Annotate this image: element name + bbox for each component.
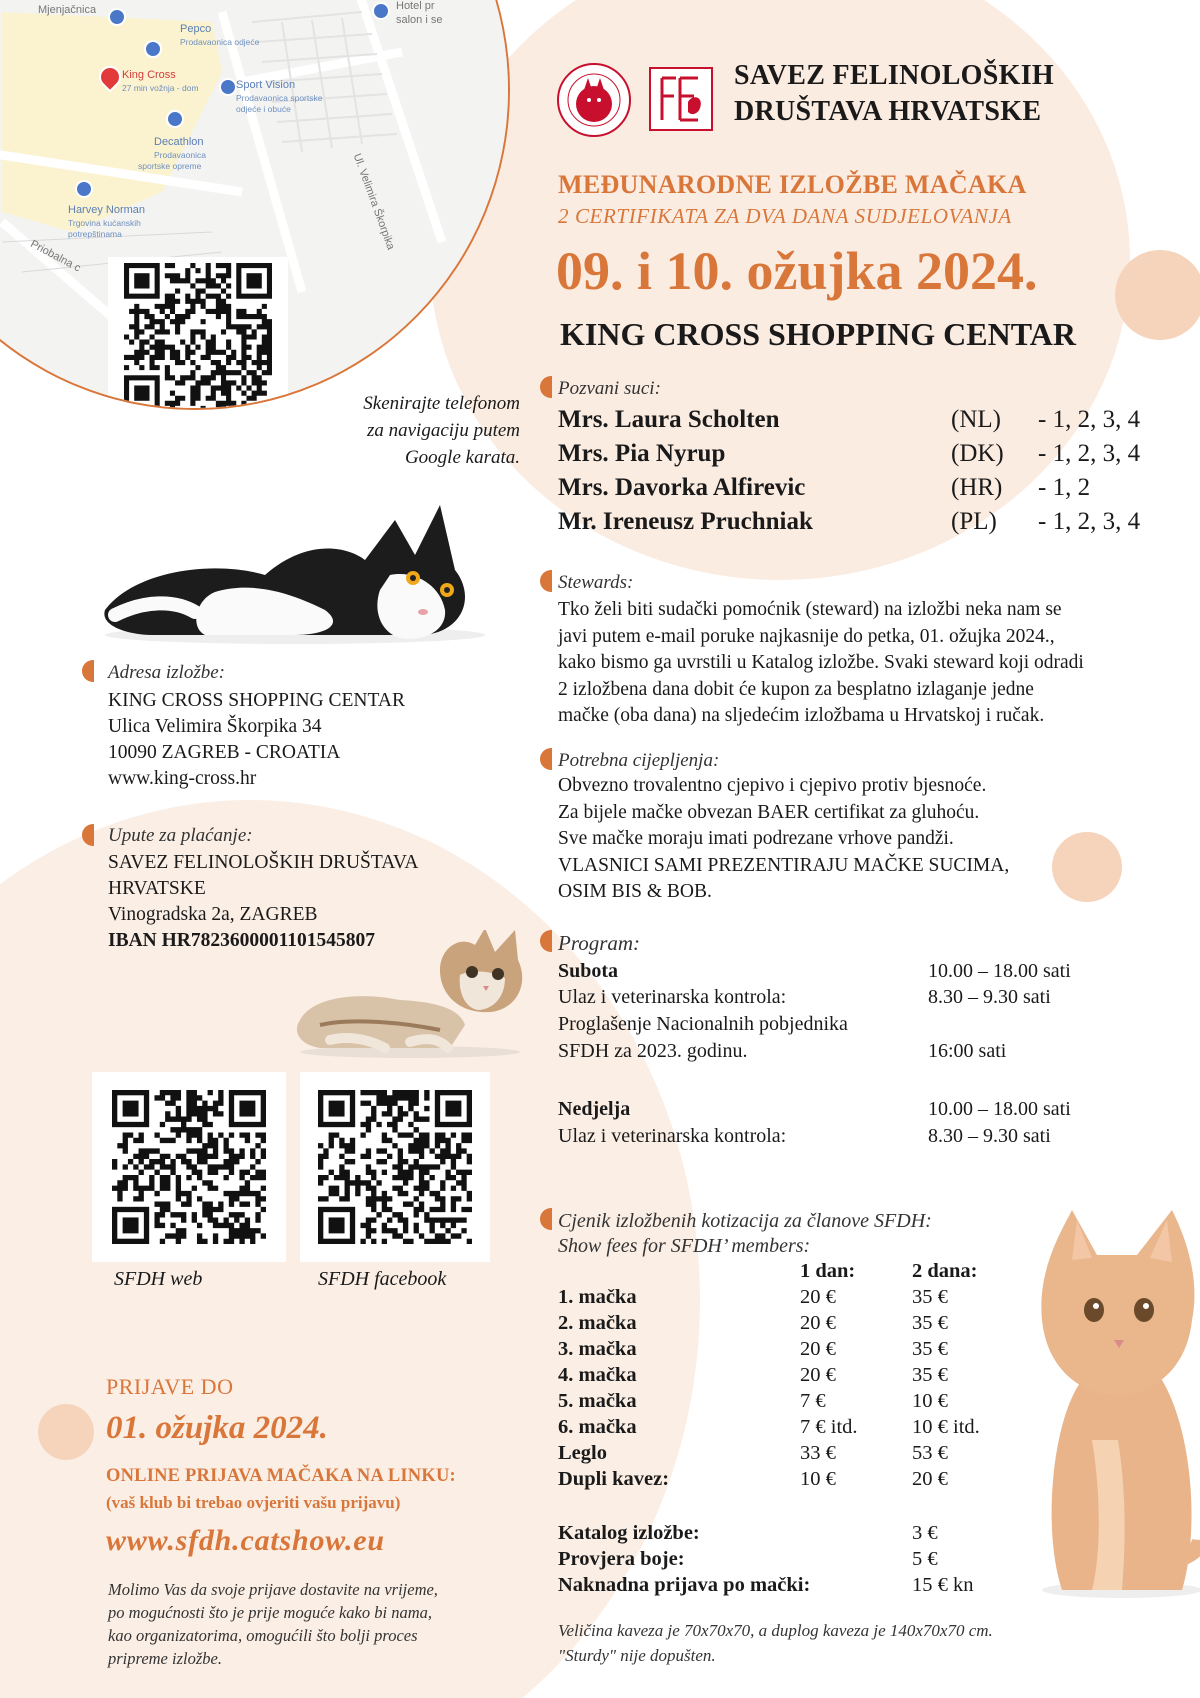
vaccinations-text <box>558 773 1009 906</box>
judge-name: Mrs. Davorka Alfirevic <box>558 474 806 501</box>
payment-heading: Upute za plaćanje: <box>108 825 253 846</box>
event-title: MEĐUNARODNE IZLOŽBE MAČAKA <box>558 170 1027 199</box>
shop-pin-icon <box>219 78 237 96</box>
iban: IBAN HR7823600001101545807 <box>108 930 376 951</box>
judge-name: Mrs. Laura Scholten <box>558 406 780 433</box>
scan-note-line: Skenirajte telefonom <box>363 393 520 414</box>
fee-item: Leglo <box>558 1442 607 1464</box>
qr-code-icon <box>112 1090 266 1244</box>
org-line-2: DRUŠTAVA HRVATSKE <box>734 96 1042 127</box>
judge-name: Mr. Ireneusz Pruchniak <box>558 508 813 535</box>
decorative-dot <box>38 1404 94 1460</box>
fee-one-day: 20 € <box>800 1286 836 1308</box>
online-registration-label: ONLINE PRIJAVA MAČAKA NA LINKU: <box>106 1466 456 1486</box>
extra-fee-price: 3 € <box>912 1522 938 1544</box>
judge-country: (DK) <box>951 440 1004 467</box>
address-text <box>108 688 405 792</box>
registration-deadline-label: PRIJAVE DO <box>106 1374 234 1399</box>
event-date: 09. i 10. ožujka 2024. <box>556 241 1038 301</box>
event-venue: KING CROSS SHOPPING CENTAR <box>560 316 1076 352</box>
judge-days: - 1, 2 <box>1038 474 1091 501</box>
text-line: OSIM BIS & BOB. <box>558 881 712 902</box>
program-heading: Program: <box>558 931 641 955</box>
section-marker <box>540 748 552 770</box>
fee-one-day: 10 € <box>800 1468 836 1490</box>
tabby-kitten-image <box>290 930 540 1060</box>
stewards-text <box>558 597 1084 730</box>
fee-two-days: 10 € <box>912 1390 948 1412</box>
vaccinations-heading: Potrebna cijepljenja: <box>558 750 720 771</box>
text-line: Molimo Vas da svoje prijave dostavite na vrijeme, <box>108 1580 438 1599</box>
judge-country: (NL) <box>951 406 1001 433</box>
org-line-1: SAVEZ FELINOLOŠKIH <box>734 60 1054 91</box>
fee-one-day: 20 € <box>800 1338 836 1360</box>
shop-pin-icon <box>144 40 162 58</box>
text-line: Sve mačke moraju imati podrezane vrhove pandži. <box>558 828 954 849</box>
fee-col-header: 1 dan: <box>800 1260 856 1282</box>
decorative-dot <box>1115 250 1200 340</box>
program-label: Nedjelja <box>558 1098 631 1120</box>
section-marker <box>540 570 552 592</box>
registration-deadline-date: 01. ožujka 2024. <box>106 1410 328 1446</box>
judge-days: - 1, 2, 3, 4 <box>1038 440 1141 467</box>
map-label: King Cross <box>122 69 176 81</box>
extra-fee-item: Provjera boje: <box>558 1548 685 1570</box>
text-line: kao organizatorima, omogućili što bolji proces <box>108 1626 418 1645</box>
extra-fee-price: 5 € <box>912 1548 938 1570</box>
map-label: Mjenjačnica <box>38 4 97 16</box>
program-time: 8.30 – 9.30 sati <box>928 1125 1051 1147</box>
map-label: Hotel pr <box>396 0 435 12</box>
sfdh-web-qr[interactable] <box>92 1072 286 1262</box>
black-white-cat-image <box>95 500 515 650</box>
address-line: Ulica Velimira Škorpika 34 <box>108 716 322 737</box>
map-label: Harvey Norman <box>68 204 146 216</box>
map-qr-code[interactable] <box>108 257 288 410</box>
judge-days: - 1, 2, 3, 4 <box>1038 406 1141 433</box>
fee-item: 5. mačka <box>558 1390 637 1412</box>
program-time: 10.00 – 18.00 sati <box>928 960 1071 982</box>
text-line: kako bismo ga uvrstili u Katalog izložbe. Svaki steward koji odradi <box>558 652 1084 673</box>
payment-line: SAVEZ FELINOLOŠKIH DRUŠTAVA <box>108 852 419 873</box>
program-label: Proglašenje Nacionalnih pobjednika <box>558 1013 848 1035</box>
address-line: KING CROSS SHOPPING CENTAR <box>108 690 405 711</box>
address-link[interactable]: www.king-cross.hr <box>108 768 257 789</box>
online-registration-note: (vaš klub bi trebao ovjeriti vašu prijavu) <box>106 1493 401 1512</box>
cage-note-line: "Sturdy" nije dopušten. <box>558 1646 716 1665</box>
text-line: VLASNICI SAMI PREZENTIRAJU MAČKE SUCIMA, <box>558 854 1010 876</box>
judge-name: Mrs. Pia Nyrup <box>558 440 726 467</box>
fee-col-header: 2 dana: <box>912 1260 978 1282</box>
text-line: 2 izložbena dana dobit će kupon za besplatno izlaganje jedne <box>558 678 1034 700</box>
map-label: Prodavaonica odjeće <box>180 37 260 47</box>
map-label: potrepštinama <box>68 229 122 239</box>
text-line: pripreme izložbe. <box>108 1649 222 1668</box>
program-time: 10.00 – 18.00 sati <box>928 1098 1071 1120</box>
fees-heading: Cjenik izložbenih kotizacija za članove SFDH: <box>558 1210 932 1232</box>
map-label: odjeće i obuće <box>236 104 291 114</box>
fee-item: 2. mačka <box>558 1312 637 1334</box>
qr-code-icon <box>318 1090 472 1244</box>
fee-item: 3. mačka <box>558 1338 637 1360</box>
program-label: SFDH za 2023. godinu. <box>558 1040 748 1062</box>
program-time: 8.30 – 9.30 sati <box>928 986 1051 1008</box>
map-label: Prodavaonica sportske <box>236 93 323 103</box>
text-line: mačke (oba dana) na sljedećim izložbama u Hrvatskoj i ručak. <box>558 705 1045 726</box>
organization-name <box>734 58 1054 130</box>
shop-pin-icon <box>372 2 390 20</box>
registration-site-link[interactable]: www.sfdh.catshow.eu <box>106 1524 385 1557</box>
scan-note-line: Google karata. <box>404 447 520 468</box>
shop-pin-icon <box>166 110 184 128</box>
text-line: po mogućnosti što je prije moguće kako bi nama, <box>108 1603 432 1622</box>
fees-heading-en: Show fees for SFDH’ members: <box>558 1235 811 1257</box>
text-line: Tko želi biti sudački pomoćnik (steward) na izložbi neka nam se <box>558 599 1062 620</box>
address-line: 10090 ZAGREB - CROATIA <box>108 742 341 763</box>
program-label: Subota <box>558 960 619 982</box>
fee-item: 1. mačka <box>558 1286 637 1308</box>
scan-note <box>345 390 520 471</box>
text-line: Obvezno trovalentno cjepivo i cjepivo protiv bjesnoće. <box>558 775 987 796</box>
address-heading: Adresa izložbe: <box>108 662 225 683</box>
sfdh-facebook-qr[interactable] <box>300 1072 490 1262</box>
fee-two-days: 53 € <box>912 1442 948 1464</box>
fee-one-day: 20 € <box>800 1312 836 1334</box>
map-street-label: Ul. Velimira Škorpika <box>350 152 397 252</box>
fee-one-day: 7 € <box>800 1390 826 1412</box>
text-line: Za bijele mačke obvezan BAER certifikat za gluhoću. <box>558 801 980 823</box>
text-line: javi putem e-mail poruke najkasnije do petka, 01. ožujka 2024., <box>558 625 1055 647</box>
registration-request-text <box>108 1578 528 1670</box>
fife-logo <box>648 66 714 132</box>
fee-two-days: 35 € <box>912 1312 948 1334</box>
qr-caption-web: SFDH web <box>114 1268 203 1290</box>
payment-line: HRVATSKE <box>108 878 206 899</box>
extra-fee-price: 15 € kn <box>912 1574 974 1596</box>
fee-two-days: 35 € <box>912 1364 948 1386</box>
map-label: sportske opreme <box>138 161 202 171</box>
program-time: 16:00 sati <box>928 1040 1007 1062</box>
event-subtitle: 2 CERTIFIKATA ZA DVA DANA SUDJELOVANJA <box>558 204 1012 228</box>
fee-two-days: 20 € <box>912 1468 948 1490</box>
judge-country: (HR) <box>951 474 1003 501</box>
fee-item: 4. mačka <box>558 1364 637 1386</box>
fee-two-days: 35 € <box>912 1286 948 1308</box>
fee-item: Dupli kavez: <box>558 1468 670 1490</box>
section-marker <box>82 660 94 682</box>
payment-line: Vinogradska 2a, ZAGREB <box>108 904 318 925</box>
extra-fee-item: Katalog izložbe: <box>558 1522 700 1544</box>
qr-code-icon <box>122 263 274 410</box>
qr-caption-facebook: SFDH facebook <box>318 1268 447 1290</box>
map-label: salon i se <box>396 14 443 26</box>
atm-pin-icon <box>108 8 126 26</box>
fee-two-days: 35 € <box>912 1338 948 1360</box>
judge-days: - 1, 2, 3, 4 <box>1038 508 1141 535</box>
cage-note <box>558 1618 993 1668</box>
stewards-heading: Stewards: <box>558 572 634 593</box>
program-label: Ulaz i veterinarska kontrola: <box>558 986 787 1008</box>
extra-fee-item: Naknadna prijava po mački: <box>558 1574 811 1596</box>
fee-two-days: 10 € itd. <box>912 1416 980 1438</box>
sfdh-logo <box>556 62 632 138</box>
fee-one-day: 33 € <box>800 1442 836 1464</box>
map-label: Prodavaonica <box>154 150 206 160</box>
map-label: Decathlon <box>154 136 204 148</box>
map-label: Sport Vision <box>236 79 296 91</box>
judge-country: (PL) <box>951 508 997 535</box>
map-label: 27 min vožnja - dom <box>122 83 199 93</box>
judges-heading: Pozvani suci: <box>558 378 661 399</box>
decorative-dot <box>1052 832 1122 902</box>
map-label: Pepco <box>180 23 212 35</box>
ginger-kitten-image <box>1022 1200 1200 1600</box>
map-street-label: Priobalna c <box>28 238 83 275</box>
shop-pin-icon <box>75 180 93 198</box>
program-label: Ulaz i veterinarska kontrola: <box>558 1125 787 1147</box>
fee-one-day: 7 € itd. <box>800 1416 858 1438</box>
cage-note-line: Veličina kaveza je 70x70x70, a duplog kaveza je 140x70x70 cm. <box>558 1621 993 1640</box>
scan-note-line: za navigaciju putem <box>366 420 520 441</box>
fee-item: 6. mačka <box>558 1416 637 1438</box>
map-circle[interactable] <box>0 0 510 410</box>
fee-one-day: 20 € <box>800 1364 836 1386</box>
map-label: Trgovina kućanskih <box>68 218 141 228</box>
